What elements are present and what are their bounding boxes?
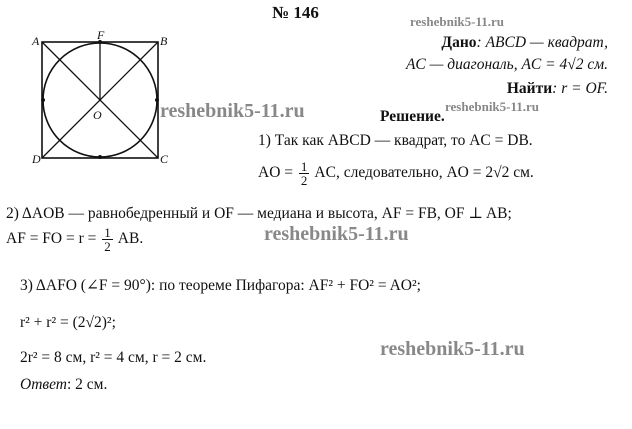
tangent-point-left bbox=[41, 98, 45, 102]
answer-label: Ответ bbox=[20, 376, 67, 393]
watermark-top: reshebnik5-11.ru bbox=[410, 14, 505, 29]
step-5: 2r² = 8 см, r² = 4 см, r = 2 см. bbox=[20, 349, 207, 366]
watermark-solution: reshebnik5-11.ru bbox=[445, 99, 540, 114]
tangent-point-bottom bbox=[98, 155, 102, 159]
find-text: : r = OF. bbox=[552, 80, 608, 97]
step-1b bbox=[258, 160, 534, 187]
find-label: Найти bbox=[506, 80, 553, 97]
given-line-2: AC — диагональ, AC = 4√2 см. bbox=[405, 56, 608, 73]
label-o: O bbox=[93, 108, 102, 122]
find-line bbox=[507, 80, 608, 98]
step-2b bbox=[6, 226, 143, 253]
step-1b-left: AO = bbox=[258, 164, 294, 182]
geometry-figure bbox=[28, 30, 178, 170]
fraction-half-2 bbox=[102, 226, 113, 253]
given-line-1 bbox=[441, 34, 608, 52]
step-1: 1) Так как ABCD — квадрат, то AC = DB. bbox=[258, 132, 533, 149]
fraction-den: 2 bbox=[300, 173, 308, 188]
label-f: F bbox=[97, 28, 105, 42]
step-3: 3) ΔAFO (∠F = 90°): по теореме Пифагора: AF² + FO² = AO²; bbox=[20, 277, 421, 294]
step-2b-right: AB. bbox=[117, 230, 144, 248]
answer-text: : 2 см. bbox=[66, 376, 108, 393]
fraction-half-1 bbox=[299, 160, 310, 187]
step-2: 2) ΔAOB — равнобедренный и OF — медиана и высота, AF = FB, OF ⊥ AB; bbox=[6, 205, 512, 222]
given-text: : ABCD — квадрат, bbox=[476, 34, 608, 51]
answer-line bbox=[20, 376, 107, 394]
label-d: D bbox=[32, 152, 41, 166]
step-2b-left: AF = FO = r = bbox=[6, 230, 97, 248]
solution-heading: Решение. bbox=[380, 108, 445, 125]
fraction-num: 1 bbox=[104, 225, 111, 240]
label-b: B bbox=[160, 34, 168, 48]
problem-number: № 146 bbox=[272, 3, 319, 22]
label-a: A bbox=[32, 34, 40, 48]
fraction-num: 1 bbox=[300, 159, 308, 174]
watermark-bottom: reshebnik5-11.ru bbox=[380, 338, 525, 360]
fraction-den: 2 bbox=[104, 239, 111, 254]
watermark-middle: reshebnik5-11.ru bbox=[264, 223, 409, 245]
given-label: Дано bbox=[441, 34, 477, 51]
step-1b-right: AC, следовательно, AO = 2√2 см. bbox=[314, 164, 534, 182]
step-4: r² + r² = (2√2)²; bbox=[20, 314, 116, 331]
tangent-point-right bbox=[155, 98, 159, 102]
watermark-figure: reshebnik5-11.ru bbox=[160, 100, 305, 122]
label-c: C bbox=[160, 152, 169, 166]
